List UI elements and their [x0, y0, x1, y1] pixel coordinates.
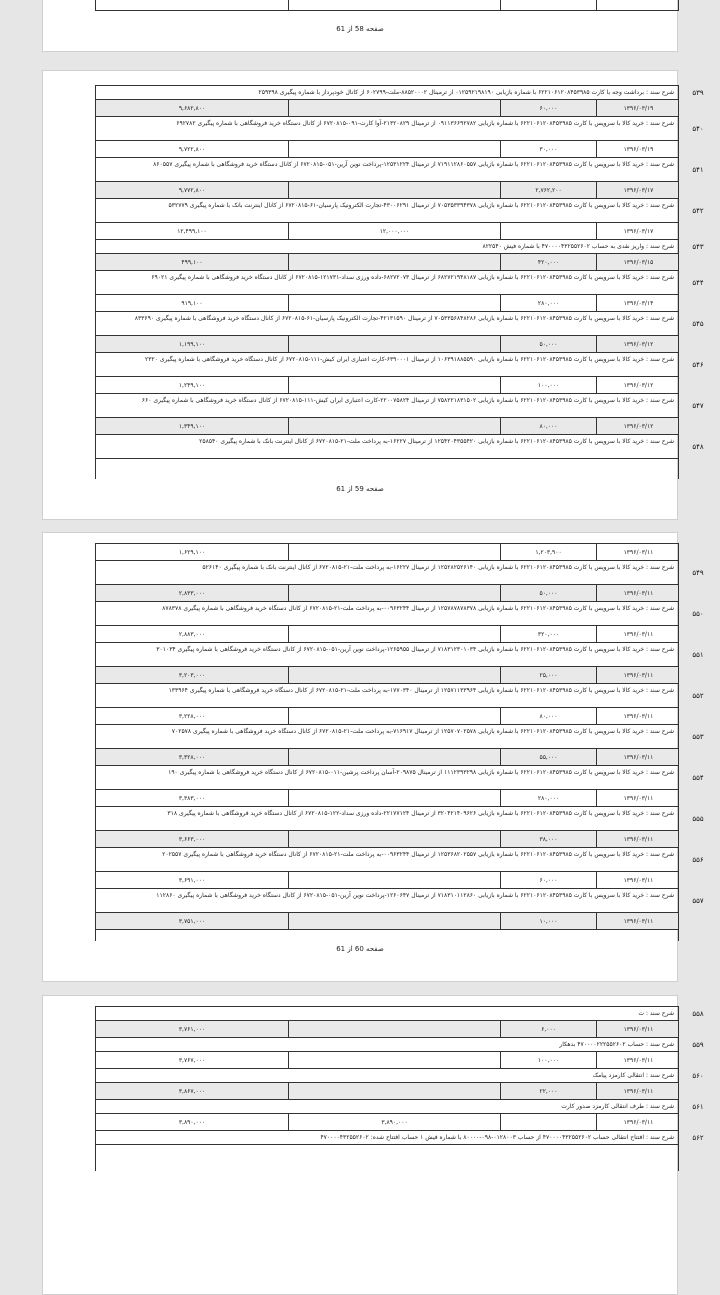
balance-cell: ۲,۸۸۳,۰۰۰: [178, 631, 206, 638]
balance-cell: ۱,۱۹۹,۱۰۰: [178, 341, 206, 348]
transaction-row: [96, 889, 704, 913]
debit-cell: ۱۰۰,۰۰۰: [500, 377, 596, 393]
row-number: ۵۴۵: [692, 320, 704, 328]
amount-row: [96, 708, 678, 725]
date-cell: ۱۳۹۶/۰۳/۱۱: [596, 872, 680, 888]
debit-cell: ۲۵,۰۰۰: [500, 667, 596, 683]
debit-cell: ۴۲۰,۰۰۰: [500, 254, 596, 270]
transaction-row: [96, 1038, 704, 1052]
balance-cell: ۹,۶۸۲,۸۰۰: [178, 105, 206, 112]
balance-cell: ۱,۶۲۹,۱۰۰: [178, 549, 206, 556]
amount-row: [96, 667, 678, 684]
row-number: ۵۴۹: [692, 569, 704, 577]
description-text: شرح سند : خرید کالا با سرویس با کارت ۶۲۲۱۰۶۱۲۰۸۴۵۳۹۸۵ با شماره بازیابی ۷۰۵۳۵۳۳۹۴۳۷۸ از ترمینال ۴۳۰۰۶۲۹۱-تجارت الکترونیک پارسیان-۶۱-۶۷۲۰۸۱۵ از کانال اینترنت بانک با شماره پیگیری ۵۳۲۷۷۹: [168, 202, 674, 209]
debit-cell: ۱۰,۰۰۰: [500, 913, 596, 929]
amount-row: [96, 336, 678, 353]
description-text: شرح سند : خرید کالا با سرویس با کارت ۶۲۲۱۰۶۱۲۰۸۴۵۳۹۸۵ با شماره بازیابی ۱۰۶۳۹۱۸۸۵۵۹۰ از ترمینال ۶۳۹۰۰۰۱-کارت اعتباری ایران کیش-۱۱۱-۶۷۲۰۸۱۵ از کانال دستگاه خرید فروشگاهی با شماره پیگیری ۲۳۲۰: [145, 356, 674, 363]
balance-cell: ۳,۶۹۱,۰۰۰: [178, 877, 206, 884]
debit-cell: ۵۵,۰۰۰: [500, 749, 596, 765]
row-number: ۵۵۱: [692, 651, 704, 659]
description-text: شرح سند : خرید کالا با سرویس با کارت ۶۲۲۱۰۶۱۲۰۸۴۵۳۹۸۵ با شماره بازیابی ۷۱۸۳۱۰۱۱۲۸۶۰ از ترمینال ۱۲۶۰۶۴۷-پرداخت نوین آرین-۰۵۱-۶۷۲۰۸۱۵ از کانال دستگاه خرید فروشگاهی با شماره پیگیری ۱۱۲۸۶۰: [156, 892, 674, 899]
transaction-row: [96, 117, 704, 141]
credit-cell: ۳,۸۹۰,۰۰۰: [288, 1114, 500, 1130]
date-cell: ۱۳۹۶/۰۳/۱۱: [596, 626, 680, 642]
debit-cell: ۳۲۰,۰۰۰: [500, 626, 596, 642]
debit-cell: ۶۰,۰۰۰: [500, 872, 596, 888]
transaction-row: [96, 602, 704, 626]
transaction-row: [96, 312, 704, 336]
page-footer: صفحه 58 از 61: [336, 25, 384, 33]
date-cell: ۱۳۹۶/۰۳/۱۱: [596, 1083, 680, 1099]
date-cell: ۱۳۹۶/۰۳/۱۷: [596, 182, 680, 198]
date-cell: ۱۳۹۶/۰۳/۱۲: [596, 336, 680, 352]
row-number: ۵۵۰: [692, 610, 704, 618]
description-text: شرح سند : خرید کالا با سرویس با کارت ۶۲۲۱۰۶۱۲۰۸۴۵۳۹۸۵ با شماره بازیابی ۰۹۱۱۳۶۶۹۲۷۸۲ از ترمینال ۲۱۳۲۰۸۲۹-آوا کارت-۰۹۱-۶۷۲۰۸۱۵ از کانال دستگاه خرید فروشگاهی با شماره پیگیری ۶۹۲۷۸۲: [176, 120, 674, 127]
amount-row: [96, 1083, 678, 1100]
credit-cell: [288, 182, 500, 198]
debit-cell: ۲,۷۶۲,۲۰۰: [500, 182, 596, 198]
amount-row: [96, 790, 678, 807]
balance-cell: ۳,۷۵۱,۰۰۰: [178, 918, 206, 925]
balance-cell: ۹۱۹,۱۰۰: [181, 300, 203, 307]
credit-cell: [288, 667, 500, 683]
credit-cell: [288, 585, 500, 601]
date-cell: ۱۳۹۶/۰۳/۱۱: [596, 1021, 680, 1037]
date-cell: ۱۳۹۶/۰۳/۱۱: [596, 585, 680, 601]
table-tail: [95, 0, 679, 11]
transaction-row: [96, 1069, 704, 1083]
description-text: شرح سند : ت: [638, 1010, 674, 1017]
credit-cell: [288, 749, 500, 765]
amount-row: [96, 585, 678, 602]
row-number: ۵۵۴: [692, 774, 704, 782]
balance-cell: ۹,۷۲۲,۸۰۰: [178, 146, 206, 153]
balance-cell: ۴۹۹,۱۰۰: [181, 259, 203, 266]
balance-cell: ۳,۲۲۸,۰۰۰: [178, 713, 206, 720]
statement-table: [95, 85, 704, 479]
amount-row: [96, 141, 678, 158]
page-footer: صفحه 60 از 61: [336, 945, 384, 953]
credit-cell: [288, 336, 500, 352]
date-cell: ۱۳۹۶/۰۳/۱۹: [596, 141, 680, 157]
date-cell: ۱۳۹۶/۰۳/۱۷: [596, 223, 680, 239]
date-cell: ۱۳۹۶/۰۳/۱۱: [596, 708, 680, 724]
row-number: ۵۴۲: [692, 207, 704, 215]
description-text: شرح سند : خرید کالا با سرویس با کارت ۶۲۲۱۰۶۱۲۰۸۴۵۳۹۸۵ با شماره بازیابی ۱۲۵۲۸۲۵۲۶۱۴۰ از ترمینال ۱۶۲۲۷-به پرداخت ملت-۲۱-۶۷۲۰۸۱۵ از کانال اینترنت بانک با شماره پیگیری ۵۲۶۱۴۰: [202, 564, 674, 571]
credit-cell: [288, 254, 500, 270]
amount-row: [96, 1052, 678, 1069]
amount-row: [96, 254, 678, 271]
debit-cell: ۶,۰۰۰: [500, 1021, 596, 1037]
statement-table: [95, 543, 704, 941]
description-text: شرح سند : برداشت وجه با کارت ۶۲۲۱۰۶۱۲۰۸۴۵۳۹۸۵ با شماره بازیابی ۰۱۲۵۹۲۱۹۸۱۹۰ از ترمینال ۸۸۵۲۰۰۰۲-ملت-۶۰۲۷۹۹ از کانال خودپرداز با شماره پیگیری ۲۵۹۳۹۸: [258, 89, 674, 96]
transaction-row: [96, 353, 704, 377]
balance-cell: ۳,۳۲۸,۰۰۰: [178, 754, 206, 761]
debit-cell: ۱,۲۰۳,۹۰۰: [500, 544, 596, 560]
date-cell: ۱۳۹۶/۰۳/۱۲: [596, 377, 680, 393]
description-text: شرح سند : خرید کالا با سرویس با کارت ۶۲۲۱۰۶۱۲۰۸۴۵۳۹۸۵ با شماره بازیابی ۱۲۵۷۱۱۳۳۹۶۴ از ترمینال ۱۷۷۰۳۴۰-به پرداخت ملت-۲۱-۶۷۲۰۸۱۵ از کانال دستگاه خرید فروشگاهی با شماره پیگیری ۱۳۳۹۶۴: [168, 687, 674, 694]
debit-cell: ۳۰,۰۰۰: [500, 141, 596, 157]
balance-cell: ۹,۷۷۲,۸۰۰: [178, 187, 206, 194]
description-text: شرح سند : خرید کالا با سرویس با کارت ۶۲۲۱۰۶۱۲۰۸۴۵۳۹۸۵ با شماره بازیابی ۶۸۲۷۲۱۹۴۸۱۸۷ از ترمینال ۶۸۲۷۲۰۷۳-داده ورزی سداد-۱۲۱۷۳۱-۶۷۲۰۸۱۵ از کانال دستگاه خرید فروشگاهی با شماره پیگیری ۶۹۰۲۱: [151, 274, 674, 281]
date-cell: ۱۳۹۶/۰۳/۱۱: [596, 831, 680, 847]
transaction-row: [96, 158, 704, 182]
debit-cell: ۲۸۰,۰۰۰: [500, 295, 596, 311]
amount-row: [96, 182, 678, 199]
balance-cell: ۳,۶۶۳,۰۰۰: [178, 836, 206, 843]
description-text: شرح سند : خرید کالا با سرویس با کارت ۶۲۲۱۰۶۱۲۰۸۴۵۳۹۸۵ با شماره بازیابی ۷۱۹۱۱۲۸۶۰۵۵۷ از ترمینال ۱۲۵۳۱۲۲۴-پرداخت نوین آرین-۰۵۱-۶۷۲۰۸۱۵ از کانال دستگاه خرید فروشگاهی با شماره پیگیری ۸۶۰۵۵۷: [153, 161, 674, 168]
row-number: ۵۵۸: [692, 1010, 704, 1018]
transaction-row: [96, 1131, 704, 1145]
transaction-row: [96, 807, 704, 831]
credit-cell: [288, 100, 500, 116]
description-text: شرح سند : انتقالی کارمزد پیامک: [592, 1072, 674, 1079]
row-number: ۵۴۸: [692, 443, 704, 451]
debit-cell: ۲۲,۰۰۰: [500, 1083, 596, 1099]
date-cell: ۱۳۹۶/۰۳/۱۱: [596, 913, 680, 929]
amount-row: [96, 749, 678, 766]
row-number: ۵۶۱: [692, 1103, 704, 1111]
amount-row: [96, 872, 678, 889]
amount-row: [96, 223, 678, 240]
row-number: ۵۶۲: [692, 1134, 704, 1142]
date-cell: ۱۳۹۶/۰۳/۱۱: [596, 1052, 680, 1068]
page-footer: صفحه 59 از 61: [336, 485, 384, 493]
row-number: ۵۵۵: [692, 815, 704, 823]
transaction-row: [96, 86, 704, 100]
balance-cell: ۱۲,۴۹۹,۱۰۰: [177, 228, 207, 235]
balance-cell: ۳,۷۶۷,۰۰۰: [178, 1057, 206, 1064]
amount-row: [96, 295, 678, 312]
balance-cell: ۱,۳۴۹,۱۰۰: [178, 423, 206, 430]
description-text: شرح سند : خرید کالا با سرویس با کارت ۶۲۲۱۰۶۱۲۰۸۴۵۳۹۸۵ با شماره بازیابی ۱۲۵۷۰۷۰۲۵۷۸ از ترمینال ۷۱۶۹۱۷-به پرداخت ملت-۲۱-۶۷۲۰۸۱۵ از کانال دستگاه خرید فروشگاهی با شماره پیگیری ۷۰۲۵۷۸: [171, 728, 674, 735]
amount-row: [96, 418, 678, 435]
debit-cell: [500, 1114, 596, 1130]
balance-cell: ۱,۲۴۹,۱۰۰: [178, 382, 206, 389]
credit-cell: [288, 295, 500, 311]
date-cell: ۱۳۹۶/۰۳/۱۱: [596, 1114, 680, 1130]
transaction-row: [96, 435, 704, 459]
page-58: [42, 0, 678, 52]
description-text: شرح سند : خرید کالا با سرویس با کارت ۶۲۲۱۰۶۱۲۰۸۴۵۳۹۸۵ با شماره بازیابی ۱۲۵۷۸۷۸۷۸۳۷۸ از ترمینال ۰۰۹۶۳۲۴۴-به پرداخت ملت-۲۱-۶۷۲۰۸۱۵ از کانال دستگاه خرید فروشگاهی با شماره پیگیری ۸۷۸۳۷۸: [162, 605, 674, 612]
debit-cell: ۸۰,۰۰۰: [500, 418, 596, 434]
transaction-row: [96, 848, 704, 872]
debit-cell: ۸۰,۰۰۰: [500, 708, 596, 724]
balance-cell: ۳,۲۰۳,۰۰۰: [178, 672, 206, 679]
description-text: شرح سند : واریز نقدی به حساب ۴۷۰۰۰۰۴۳۲۵۵۲۶۰۲ با شماره فیش ۸۲۲۵۴۰: [482, 243, 674, 250]
date-cell: ۱۳۹۶/۰۳/۱۱: [596, 544, 680, 560]
credit-cell: [288, 872, 500, 888]
credit-cell: ۱۲,۰۰۰,۰۰۰: [288, 223, 500, 239]
date-cell: ۱۳۹۶/۰۳/۱۱: [596, 667, 680, 683]
row-number: ۵۶۰: [692, 1072, 704, 1080]
amount-row: [96, 544, 678, 561]
debit-cell: ۶۰,۰۰۰: [500, 100, 596, 116]
statement-table: [95, 1006, 704, 1171]
date-cell: ۱۳۹۶/۰۳/۱۱: [596, 749, 680, 765]
credit-cell: [288, 1021, 500, 1037]
debit-cell: ۳۸,۰۰۰: [500, 831, 596, 847]
amount-row: [96, 1021, 678, 1038]
row-number: ۵۴۱: [692, 166, 704, 174]
transaction-row: [96, 684, 704, 708]
description-text: شرح سند : افتتاح انتقالی حساب ۴۷۰۰۰۰۴۳۲۵۵۲۶۰۲ از حساب ۰۱۲۸۰۰۳-۰۹۸-۸۰۰۰۰ با شماره فیش ۱ حساب افتتاح شده: ۴۷۰۰۰۰۴۳۲۵۵۲۶۰۲: [320, 1134, 674, 1141]
transaction-row: [96, 643, 704, 667]
credit-cell: [288, 141, 500, 157]
description-text: شرح سند : خرید کالا با سرویس با کارت ۶۲۲۱۰۶۱۲۰۸۴۵۳۹۸۵ با شماره بازیابی ۱۱۱۲۳۹۳۲۹۸ از ترمینال ۲۰۹۸۷۵-آسان پرداخت پرشین-۰۱۱-۶۷۲۰۸۱۵ از کانال دستگاه خرید فروشگاهی با شماره پیگیری ۱۹۰: [168, 769, 674, 776]
transaction-row: [96, 240, 704, 254]
page-60: [42, 532, 704, 982]
row-number: ۵۴۰: [692, 125, 704, 133]
description-text: شرح سند : خرید کالا با سرویس با کارت ۶۲۲۱۰۶۱۲۰۸۴۵۳۹۸۵ با شماره بازیابی ۷۱۸۳۱۲۳۰۱۰۳۴ از ترمینال ۱۲۶۵۹۵۵-پرداخت نوین آرین-۰۵۱-۶۷۲۰۸۱۵ از کانال دستگاه خرید فروشگاهی با شماره پیگیری ۳۰۱۰۳۴: [156, 646, 674, 653]
description-text: شرح سند : حساب ۴۷۰۰۰۰۲۲۲۵۵۲۶۰۲ بدهکار: [559, 1041, 674, 1048]
debit-cell: ۵۰,۰۰۰: [500, 336, 596, 352]
balance-cell: ۳,۳۸۳,۰۰۰: [178, 795, 206, 802]
amount-row: [96, 377, 678, 394]
row-number: ۵۵۹: [692, 1041, 704, 1049]
credit-cell: [288, 377, 500, 393]
credit-cell: [288, 708, 500, 724]
credit-cell: [288, 544, 500, 560]
row-number: ۵۵۳: [692, 733, 704, 741]
amount-row: [96, 913, 678, 930]
description-text: شرح سند : خرید کالا با سرویس با کارت ۶۲۲۱۰۶۱۲۰۸۴۵۳۹۸۵ با شماره بازیابی ۳۲۰۴۲۱۴۰۹۶۲۶ از ترمینال ۲۲۱۷۷۱۲۴-داده ورزی سداد-۱۲۲-۶۷۲۰۸۱۵ از کانال دستگاه خرید فروشگاهی با شماره پیگیری ۳۱۸: [167, 810, 674, 817]
transaction-row: [96, 1007, 704, 1021]
transaction-row: [96, 199, 704, 223]
date-cell: ۱۳۹۶/۰۳/۱۱: [596, 790, 680, 806]
amount-row: [96, 100, 678, 117]
description-text: شرح سند : خرید کالا با سرویس با کارت ۶۲۲۱۰۶۱۲۰۸۴۵۳۹۸۵ با شماره بازیابی ۷۰۵۳۳۵۶۸۴۸۲۸۶ از ترمینال ۴۲۱۳۱۵۹۰-تجارت الکترونیک پارسیان-۶۱-۶۷۲۰۸۱۵ از کانال دستگاه خرید فروشگاهی با شماره پیگیری ۸۳۳۶۹۰: [134, 315, 674, 322]
transaction-row: [96, 766, 704, 790]
debit-cell: ۵۰,۰۰۰: [500, 585, 596, 601]
description-text: شرح سند : خرید کالا با سرویس با کارت ۶۲۲۱۰۶۱۲۰۸۴۵۳۹۸۵ با شماره بازیابی ۱۲۵۴۲۰۴۳۵۵۴۲۰ از ترمینال ۱۶۲۲۷-به پرداخت ملت-۲۱-۶۷۲۰۸۱۵ از کانال اینترنت بانک با شماره پیگیری ۲۵۸۵۴۰: [199, 438, 674, 445]
amount-row: [96, 626, 678, 643]
debit-cell: [500, 223, 596, 239]
credit-cell: [288, 626, 500, 642]
row-number: ۵۴۶: [692, 361, 704, 369]
row-number: ۵۵۶: [692, 856, 704, 864]
balance-cell: ۲,۸۳۳,۰۰۰: [178, 590, 206, 597]
row-number: ۵۵۲: [692, 692, 704, 700]
debit-cell: ۱۰۰,۰۰۰: [500, 1052, 596, 1068]
transaction-row: [96, 271, 704, 295]
debit-cell: ۲۸۰,۰۰۰: [500, 790, 596, 806]
credit-cell: [288, 913, 500, 929]
transaction-row: [96, 725, 704, 749]
amount-row: [96, 831, 678, 848]
credit-cell: [288, 1083, 500, 1099]
description-text: شرح سند : طرف انتقالی کارمزد صدور کارت: [561, 1103, 674, 1110]
credit-cell: [288, 831, 500, 847]
row-number: ۵۴۷: [692, 402, 704, 410]
credit-cell: [288, 1052, 500, 1068]
description-text: شرح سند : خرید کالا با سرویس با کارت ۶۲۲۱۰۶۱۲۰۸۴۵۳۹۸۵ با شماره بازیابی ۱۲۵۳۶۸۲۰۲۵۵۷ از ترمینال ۰۰۹۶۳۲۴۴-به پرداخت ملت-۲۱-۶۷۲۰۸۱۵ از کانال دستگاه خرید فروشگاهی با شماره پیگیری ۲۰۲۵۵۷: [162, 851, 674, 858]
balance-cell: ۳,۷۶۱,۰۰۰: [178, 1026, 206, 1033]
page-59: [42, 70, 704, 520]
date-cell: ۱۳۹۶/۰۳/۱۹: [596, 100, 680, 116]
row-number: ۵۳۹: [692, 89, 704, 97]
row-number: ۵۵۷: [692, 897, 704, 905]
transaction-row: [96, 1100, 704, 1114]
credit-cell: [288, 790, 500, 806]
credit-cell: [288, 418, 500, 434]
date-cell: ۱۳۹۶/۰۳/۱۵: [596, 254, 680, 270]
row-number: ۵۴۴: [692, 279, 704, 287]
balance-cell: ۳,۸۹۰,۰۰۰: [178, 1119, 206, 1126]
page-61: [42, 995, 704, 1295]
amount-row: [96, 1114, 678, 1131]
transaction-row: [96, 561, 704, 585]
description-text: شرح سند : خرید کالا با سرویس با کارت ۶۲۲۱۰۶۱۲۰۸۴۵۳۹۸۵ با شماره بازیابی ۷۵۸۲۲۱۸۳۱۵۰۲ از ترمینال ۲۲۰۰۷۵۸۲۴-کارت اعتباری ایران کیش-۱۱۱-۶۷۲۰۸۱۵ از کانال دستگاه خرید فروشگاهی با شماره پیگیری ۶۶۰: [141, 397, 674, 404]
transaction-row: [96, 394, 704, 418]
date-cell: ۱۳۹۶/۰۳/۱۲: [596, 418, 680, 434]
row-number: ۵۴۳: [692, 243, 704, 251]
balance-cell: ۳,۸۶۷,۰۰۰: [178, 1088, 206, 1095]
date-cell: ۱۳۹۶/۰۳/۱۴: [596, 295, 680, 311]
